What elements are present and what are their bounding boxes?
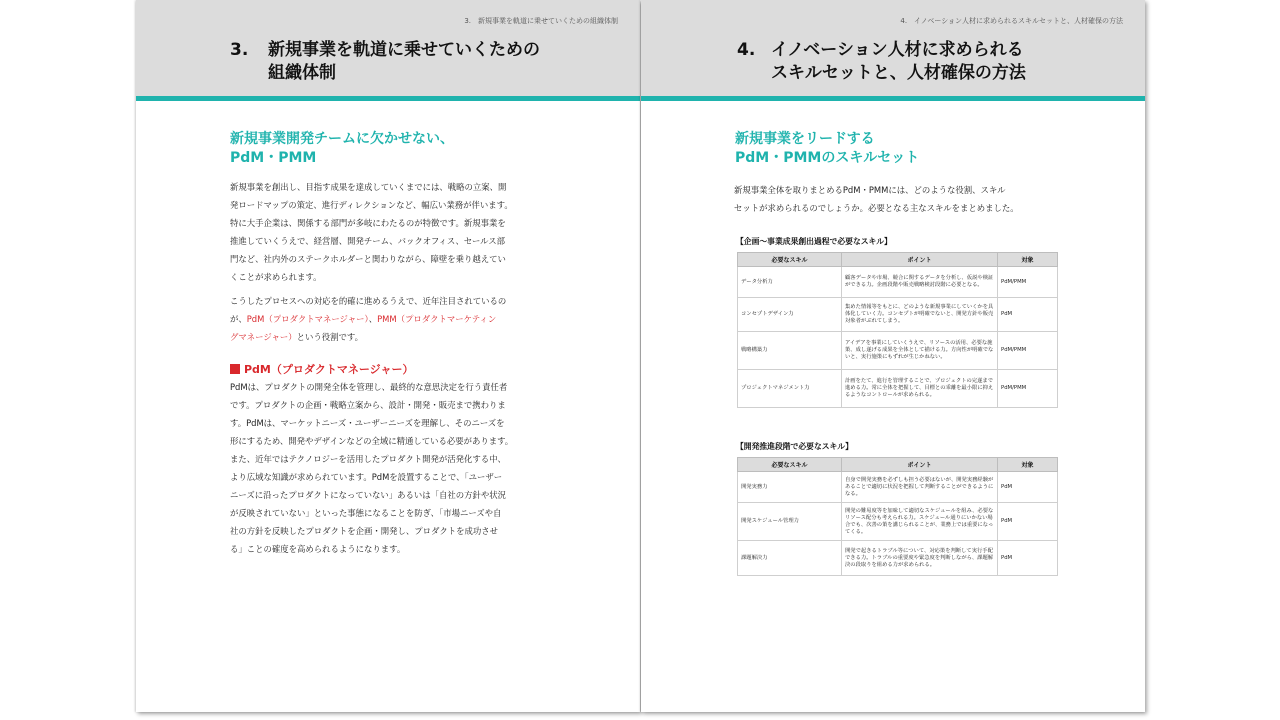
para-line: す。PdMは、マーケットニーズ・ユーザーニーズを理解し、そのニーズを	[230, 418, 505, 428]
table2-caption: 【開発推進段階で必要なスキル】	[736, 442, 853, 451]
col-header-point: ポイント	[842, 458, 998, 472]
running-head: 3. 新規事業を軌道に乗せていくための組織体制	[464, 17, 618, 25]
chapter-title-line1: イノベーション人材に求められる	[771, 40, 1024, 60]
table-row	[738, 541, 1058, 576]
table-row	[738, 472, 1058, 503]
skills-table-development	[737, 457, 1058, 576]
text-span: が、	[230, 314, 247, 324]
para-line: 新規事業を創出し、目指す成果を達成していくまでには、戦略の立案、開	[230, 182, 507, 192]
para-line	[230, 310, 506, 328]
section-heading-line2: PdM・PMMのスキルセット	[735, 150, 920, 166]
paragraph-1	[230, 178, 513, 286]
para-line: ニーズに沿ったプロダクトになっていない」あるいは「自社の方針や状況	[230, 490, 506, 500]
para-line: 社の方針を反映したプロダクトを企画・開発し、プロダクトを成功させ	[230, 526, 498, 536]
chapter-number: 4.	[737, 40, 756, 60]
col-header-skill: 必要なスキル	[738, 253, 842, 267]
para-line: 推進していくうえで、経営層、開発チーム、バックオフィス、セールス部	[230, 236, 506, 246]
para-line: る」ことの確度を高められるようになります。	[230, 544, 406, 554]
target-cell: PdM	[998, 541, 1058, 576]
point-cell: 開発で起きるトラブル等について、対応策を判断して実行手配できる力。トラブルの重要度や緊急度を判断しながら、課題解決の段取りを組める力が求められる。	[842, 541, 998, 576]
skills-table-planning	[737, 252, 1058, 408]
skill-cell: 課題解決力	[738, 541, 842, 576]
para-line	[230, 328, 506, 346]
paragraph-3	[230, 378, 513, 558]
chapter-title-line2: 組織体制	[268, 63, 336, 83]
chapter-title-line2: スキルセットと、人材確保の方法	[771, 63, 1026, 83]
intro-paragraph	[734, 181, 1019, 217]
point-cell: 開発の難易度等を加味して適切なスケジュールを組み、必要なリソース配分も考えられる力。スケジュール通りにいかない場合でも、次善の策を講じられることが、業務上では重要になってくる。	[842, 503, 998, 541]
point-cell: 自身で開発実務を必ずしも担う必要はないが、開発実務経験があることで適切に状況を把握して判断することができるようになる。	[842, 472, 998, 503]
section-heading-line1: 新規事業開発チームに欠かせない、	[230, 131, 454, 147]
table-row	[738, 298, 1058, 332]
table-row	[738, 370, 1058, 408]
chapter-number: 3.	[230, 40, 249, 60]
table1-caption: 【企画〜事業成果創出過程で必要なスキル】	[736, 237, 892, 246]
target-cell: PdM/PMM	[998, 267, 1058, 298]
point-cell: 顧客データや市場、競合に関するデータを分析し、仮説や検証ができる力。企画段階や販売戦略検討段階に必要となる。	[842, 267, 998, 298]
col-header-point: ポイント	[842, 253, 998, 267]
skill-cell: 開発スケジュール管理力	[738, 503, 842, 541]
col-header-target: 対象	[998, 458, 1058, 472]
pdm-subheading-text: PdM（プロダクトマネージャー）	[244, 363, 414, 376]
col-header-skill: 必要なスキル	[738, 458, 842, 472]
para-line: です。プロダクトの企画・戦略立案から、設計・開発・販売まで携わりま	[230, 400, 506, 410]
para-line: セットが求められるのでしょうか。必要となる主なスキルをまとめました。	[734, 203, 1019, 213]
para-line: 門など、社内外のステークホルダーと関わりながら、障壁を乗り越えてい	[230, 254, 506, 264]
pdm-highlight: PdM（プロダクトマネージャー）	[246, 314, 369, 324]
table-header-row	[738, 458, 1058, 472]
skill-cell: データ分析力	[738, 267, 842, 298]
table-row	[738, 503, 1058, 541]
point-cell: アイデアを事業にしていくうえで、リソースの活用、必要な施策、成し遂げる成果を全体として描ける力。方向性が明確でないと、実行施策にもずれが生じかねない。	[842, 332, 998, 370]
para-line: 新規事業全体を取りまとめるPdM・PMMには、どのような役割、スキル	[734, 185, 1006, 195]
pmm-highlight-cont: グマネージャー）	[230, 332, 297, 342]
skill-cell: プロジェクトマネジメント力	[738, 370, 842, 408]
paragraph-2	[230, 292, 506, 346]
right-page	[641, 0, 1145, 712]
section-heading-line2: PdM・PMM	[230, 150, 317, 166]
para-line: 特に大手企業は、関係する部門が多岐にわたるのが特徴です。新規事業を	[230, 218, 506, 228]
col-header-target: 対象	[998, 253, 1058, 267]
para-line: PdMは、プロダクトの開発全体を管理し、最終的な意思決定を行う責任者	[230, 382, 508, 392]
skill-cell: コンセプトデザイン力	[738, 298, 842, 332]
chapter-title-line1: 新規事業を軌道に乗せていくための	[268, 40, 540, 60]
target-cell: PdM	[998, 472, 1058, 503]
para-line: 形にするため、開発やデザインなどの全域に精通している必要があります。	[230, 436, 514, 446]
text-span: 、	[368, 314, 378, 324]
running-head: 4. イノベーション人材に求められるスキルセットと、人材確保の方法	[900, 17, 1123, 25]
point-cell: 集めた情報等をもとに、どのような新規事業にしていくかを具体化していく力。コンセプトが明確でないと、開発方針や販売対象者がぶれてしまう。	[842, 298, 998, 332]
pmm-highlight: PMM（プロダクトマーケティン	[377, 314, 497, 324]
pdm-subheading	[230, 361, 413, 377]
target-cell: PdM	[998, 503, 1058, 541]
table-row	[738, 332, 1058, 370]
para-line: が反映されていない」といった事態になることを防ぎ、「市場ニーズや自	[230, 508, 502, 518]
para-line: より広域な知識が求められています。PdMを設置することで、「ユーザー	[230, 472, 503, 482]
para-line: くことが求められます。	[230, 272, 322, 282]
skill-cell: 開発実務力	[738, 472, 842, 503]
para-line: また、近年ではテクノロジーを活用したプロダクト開発が活発化する中、	[230, 454, 506, 464]
target-cell: PdM	[998, 298, 1058, 332]
red-square-icon	[230, 364, 240, 374]
para-line: 発ロードマップの策定、進行ディレクションなど、幅広い業務が伴います。	[230, 200, 513, 210]
target-cell: PdM/PMM	[998, 332, 1058, 370]
section-heading-line1: 新規事業をリードする	[735, 131, 875, 147]
point-cell: 計画をたて、進行を管理することで、プロジェクトの完遂まで進める力。常に全体を把握して、目標との乖離を最小限に抑えるようなコントロールが求められる。	[842, 370, 998, 408]
left-page	[136, 0, 640, 712]
target-cell: PdM/PMM	[998, 370, 1058, 408]
table-row	[738, 267, 1058, 298]
para-line: こうしたプロセスへの対応を的確に進めるうえで、近年注目されているの	[230, 296, 507, 306]
skill-cell: 戦略構築力	[738, 332, 842, 370]
text-span: という役割です。	[296, 332, 364, 342]
table-header-row	[738, 253, 1058, 267]
